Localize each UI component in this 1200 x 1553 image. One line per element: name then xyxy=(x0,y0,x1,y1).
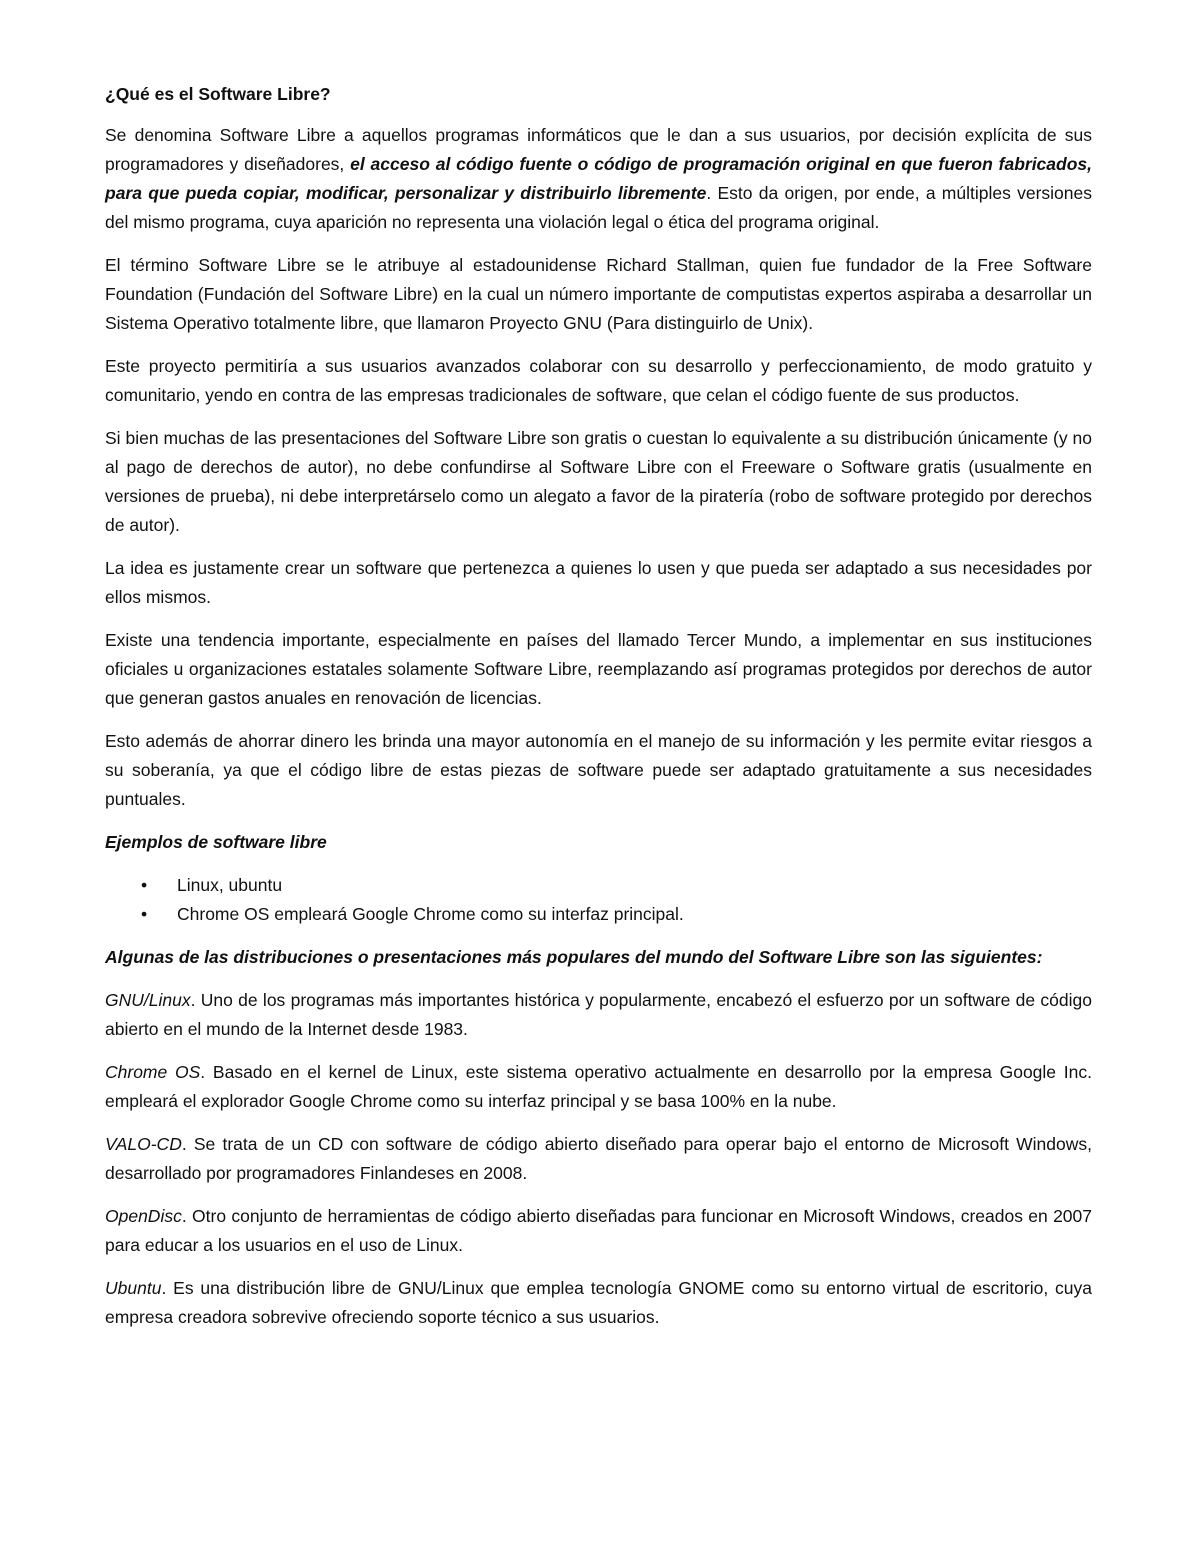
paragraph-idea: La idea es justamente crear un software que pertenezca a quienes lo usen y que pueda ser adaptado a sus necesidades por ellos mismos. xyxy=(105,558,1092,607)
examples-list xyxy=(105,871,1092,929)
paragraph-definition xyxy=(105,121,1092,237)
list-item-text: Chrome OS empleará Google Chrome como su interfaz principal. xyxy=(177,904,684,924)
distro-term: OpenDisc xyxy=(105,1206,182,1226)
list-item-text: Linux, ubuntu xyxy=(177,875,283,895)
bullet-icon: • xyxy=(141,875,148,895)
paragraph-freeware: Si bien muchas de las presentaciones del Software Libre son gratis o cuestan lo equivalente a su distribución únicamente (y no al pago de derechos de autor), no debe confundirse al Software Libre con el Freeware o Software gratis (usualmente en versiones de prueba), ni debe interpretárselo como un alegato a favor de la piratería (robo de software protegido por derechos de autor). xyxy=(105,428,1092,535)
distro-chrome-os xyxy=(105,1058,1092,1116)
paragraph-trend: Existe una tendencia importante, especialmente en países del llamado Tercer Mundo, a implementar en sus instituciones oficiales u organizaciones estatales solamente Software Libre, reemplazando así programas protegidos por derechos de autor que generan gastos anuales en renovación de licencias. xyxy=(105,630,1092,708)
examples-heading: Ejemplos de software libre xyxy=(105,832,327,852)
distro-ubuntu xyxy=(105,1274,1092,1332)
distro-description: . Es una distribución libre de GNU/Linux que emplea tecnología GNOME como su entorno virtual de escritorio, cuya empresa creadora sobrevive ofreciendo soporte técnico a sus usuarios. xyxy=(105,1278,1092,1327)
distro-description: . Otro conjunto de herramientas de código abierto diseñadas para funcionar en Microsoft Windows, creados en 2007 para educar a los usuarios en el uso de Linux. xyxy=(105,1206,1092,1255)
distro-term: VALO-CD xyxy=(105,1134,182,1154)
distro-term: Chrome OS xyxy=(105,1062,201,1082)
paragraph-autonomy: Esto además de ahorrar dinero les brinda una mayor autonomía en el manejo de su información y les permite evitar riesgos a su soberanía, ya que el código libre de estas piezas de software puede ser adaptado gratuitamente a sus necesidades puntuales. xyxy=(105,731,1092,809)
bullet-icon: • xyxy=(141,904,148,924)
paragraph-stallman: El término Software Libre se le atribuye al estadounidense Richard Stallman, quien fue fundador de la Free Software Foundation (Fundación del Software Libre) en la cual un número importante de computistas expertos aspiraba a desarrollar un Sistema Operativo totalmente libre, que llamaron Proyecto GNU (Para distinguirlo de Unix). xyxy=(105,255,1092,333)
distro-description: . Se trata de un CD con software de código abierto diseñado para operar bajo el entorno de Microsoft Windows, desarrollado por programadores Finlandeses en 2008. xyxy=(105,1134,1092,1183)
distros-heading: Algunas de las distribuciones o presentaciones más populares del mundo del Software Libre son las siguientes: xyxy=(105,947,1043,967)
distro-gnu-linux xyxy=(105,986,1092,1044)
distro-description: . Uno de los programas más importantes histórica y popularmente, encabezó el esfuerzo por un software de código abierto en el mundo de la Internet desde 1983. xyxy=(105,990,1092,1039)
definition-intro: Se denomina Software Libre a aquellos programas informáticos que le dan a sus usuarios, por decisión explícita de sus programadores y diseñadores, xyxy=(105,125,1092,174)
list-item xyxy=(105,900,1092,929)
distro-term: Ubuntu xyxy=(105,1278,162,1298)
distro-opendisc xyxy=(105,1202,1092,1260)
distro-description: . Basado en el kernel de Linux, este sistema operativo actualmente en desarrollo por la empresa Google Inc. empleará el explorador Google Chrome como su interfaz principal y se basa 100% en la nube. xyxy=(105,1062,1092,1111)
definition-outro: . Esto da origen, por ende, a múltiples versiones del mismo programa, cuya aparición no representa una violación legal o ética del programa original. xyxy=(105,183,1092,232)
document-page xyxy=(105,80,1092,1346)
distro-valo-cd xyxy=(105,1130,1092,1188)
list-item xyxy=(105,871,1092,900)
distro-term: GNU/Linux xyxy=(105,990,191,1010)
definition-emphasis: el acceso al código fuente o código de programación original en que fueron fabricados, para que pueda copiar, modificar, personalizar y distribuirlo libremente xyxy=(105,154,1092,203)
paragraph-project: Este proyecto permitiría a sus usuarios avanzados colaborar con su desarrollo y perfeccionamiento, de modo gratuito y comunitario, yendo en contra de las empresas tradicionales de software, que celan el código fuente de sus productos. xyxy=(105,356,1092,405)
document-title: ¿Qué es el Software Libre? xyxy=(105,84,331,104)
